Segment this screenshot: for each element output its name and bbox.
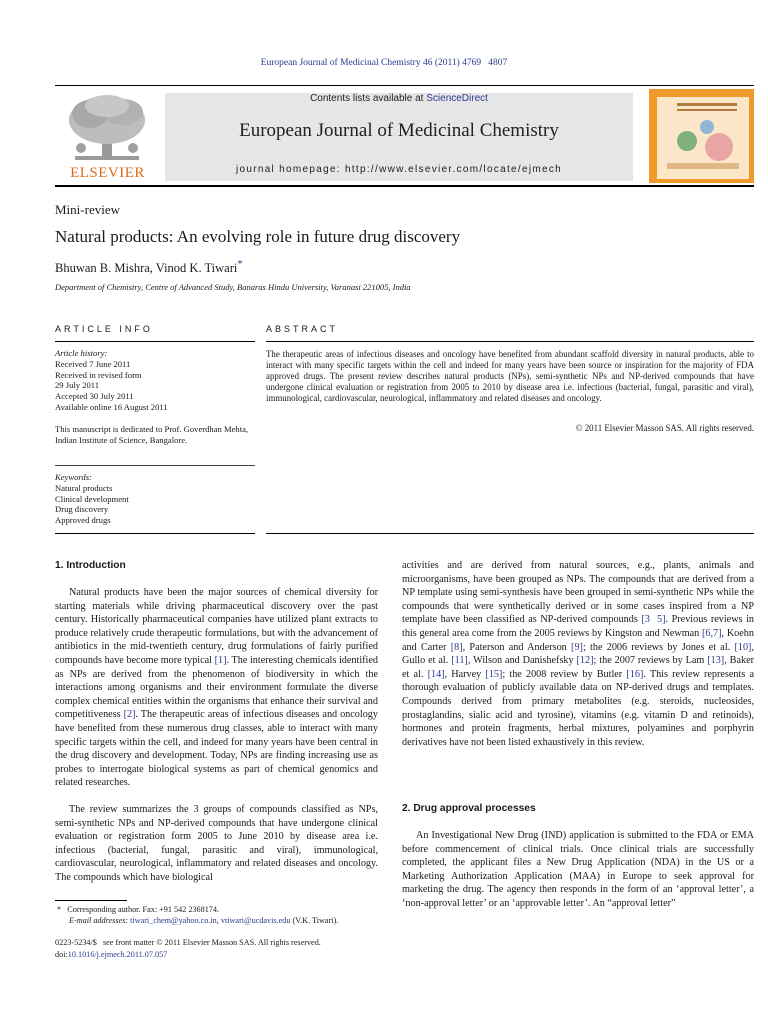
text-run: . The interesting chemicals identified as NPs are derived from the phenomenon of biodiversity in which the interactions among organisms and their environment formulate the diverse complex chemical entities within the organisms that enhance their survival and competitiveness xyxy=(55,654,378,721)
doi-line xyxy=(55,949,385,961)
keyword: Clinical development xyxy=(55,493,129,504)
text-run: , Gullo et al. xyxy=(402,641,754,667)
keyword: Natural products xyxy=(55,482,113,493)
history-item: Received 7 June 2011 xyxy=(55,358,131,369)
text-run: . Previous reviews in this general area come from the 2005 reviews by Kingston and Newman xyxy=(402,614,755,639)
article-type: Mini-review xyxy=(55,202,120,217)
publisher-wordmark: ELSEVIER xyxy=(70,165,145,181)
drug-approval-paragraph: An Investigational New Drug (IND) application is submitted to the FDA or EMA before commencement of clinical trials. Once clinical trials are successfully completed, the applicant files a New Drug Application (NDA) in the US or a Marketing Authorization Application (MAA) in Europe to seek approval for marketing the drug. The agency then responds in the form of an ‘approval letter’, a ‘non-approval letter’ or an ‘approvable letter’. An “approval letter” xyxy=(402,830,754,909)
citation-link[interactable]: [12] xyxy=(576,655,594,667)
text-run: , xyxy=(216,916,221,925)
contents-line xyxy=(165,93,633,104)
doi-prefix: doi: xyxy=(55,949,68,959)
history-item: Accepted 30 July 2011 xyxy=(55,391,134,402)
text-run: , Koehn and Carter xyxy=(402,627,754,653)
history-item: 29 July 2011 xyxy=(55,380,100,391)
article-info-rule xyxy=(55,341,255,342)
author-names: Bhuwan B. Mishra, Vinod K. Tiwari xyxy=(55,261,238,276)
banner-rule-top xyxy=(55,85,754,86)
keywords xyxy=(55,472,255,526)
footnote-corresponding: * Corresponding author. Fax: +91 542 2368174. xyxy=(55,905,220,914)
text-run: activities and are derived from natural sources, e.g., plants, animals and microorganisms, have been grouped as NPs. The compounds that are derived from a NP template using semi-synthesis have been grouped in semi-synthetic NPs while the compounds that were synthetically derived or in some cases inspired from a NP template have been classified as NP-derived compounds xyxy=(402,560,754,626)
issn-line: 0223-5234/$ see front matter © 2011 Elsevier Masson SAS. All rights reserved. xyxy=(55,938,321,947)
citation-link[interactable]: [11] xyxy=(451,655,468,667)
citation-link[interactable]: [15] xyxy=(485,668,503,680)
text-run: . This review represents a thorough evaluation of publicly available data on NP-derived drugs and templates. Compounds derived from primary metabolites (e.g. steroids, nucleosides, prostaglandins, sialic acid and tyrosine), vitamins (e.g. vitamin D and retinoids), hormones and protein fragments, herbal mixtures, polyamines and porphyrin derivatives have not been listed exhaustively in this review. xyxy=(402,668,754,748)
abstract-copyright: © 2011 Elsevier Masson SAS. All rights reserved. xyxy=(575,423,754,433)
front-matter xyxy=(55,937,385,960)
intro-paragraph-1 xyxy=(55,586,378,790)
journal-homepage[interactable]: journal homepage: http://www.elsevier.com/locate/ejmech xyxy=(235,164,563,175)
citation-link[interactable]: [2] xyxy=(123,709,136,721)
dedication: This manuscript is dedicated to Prof. Goverdhan Mehta, Indian Institute of Science, Bangalore. xyxy=(55,424,249,445)
journal-cover-image xyxy=(649,89,754,183)
history-item: Received in revised form xyxy=(55,369,142,380)
contents-prefix: Contents lists available at xyxy=(310,93,427,104)
article-title: Natural products: An evolving role in future drug discovery xyxy=(55,227,461,246)
citation-link[interactable]: [8] xyxy=(450,641,463,653)
email-link[interactable]: vtiwari@ucdavis.edu xyxy=(220,916,291,925)
text-run: , Baker et al. xyxy=(402,655,754,680)
citation-link[interactable]: [16] xyxy=(626,668,644,680)
text-run: ; the 2007 reviews by Lam xyxy=(593,655,708,667)
citation-link[interactable]: [1] xyxy=(214,654,227,666)
history-item: Available online 16 August 2011 xyxy=(55,401,168,412)
abstract-end-rule xyxy=(266,533,754,534)
text-run: ; the 2008 review by Butler xyxy=(502,668,627,680)
keyword: Drug discovery xyxy=(55,504,109,515)
banner-rule-bottom xyxy=(55,185,754,187)
article-info-heading: ARTICLE INFO xyxy=(55,324,153,334)
article-history xyxy=(55,348,255,413)
section-heading-introduction: 1. Introduction xyxy=(55,560,126,571)
doi-link[interactable]: 10.1016/j.ejmech.2011.07.057 xyxy=(67,949,168,959)
text-run: Natural products have been the major sources of chemical diversity for starting materials while driving pharmaceutical discovery over the past century. Historically pharmaceutical companies have utilized plant extracts to produce relatively crude therapeutic formulations, but with the advancement of antibiotics in the mid-twentieth century, drug formulations of fairly purified compounds have become more typical xyxy=(55,587,378,666)
text-run: , Harvey xyxy=(444,668,486,680)
email-link[interactable]: tiwari_chem@yahoo.co.in xyxy=(130,916,217,925)
citation-link[interactable]: [14] xyxy=(427,668,445,680)
email-label: E-mail addresses: xyxy=(69,916,131,925)
footnote xyxy=(55,904,385,926)
authors xyxy=(55,259,243,276)
keywords-rule xyxy=(55,465,255,466)
citation-link[interactable]: [10] xyxy=(734,641,752,653)
text-run: . The therapeutic areas of infectious diseases and oncology have benefited from these numerous drug classes, able to interact with many specific targets within the cell, and indeed for many years have been central in the drug discovery and development. Today, NPs are finding increasing use as probes to interrogate biological systems as part of chemical genomics and related researches. xyxy=(55,709,378,789)
keyword: Approved drugs xyxy=(55,515,111,526)
citation-link[interactable]: [9] xyxy=(571,641,583,653)
citation-link[interactable]: [6,7] xyxy=(702,627,722,639)
abstract-rule xyxy=(266,341,754,342)
citation-link[interactable]: [13] xyxy=(707,655,725,667)
corresponding-author-mark[interactable]: * xyxy=(237,259,243,270)
cover-art-icon xyxy=(657,97,749,179)
affiliation: Department of Chemistry, Centre of Advanced Study, Banaras Hindu University, Varanasi 221005, India xyxy=(55,282,411,292)
section-heading-drug-approval: 2. Drug approval processes xyxy=(402,803,536,814)
footnote-rule xyxy=(55,900,127,901)
intro-paragraph-2: The review summarizes the 3 groups of compounds classified as NPs, semi-synthetic NPs and NP-derived compounds that have undergone clinical evaluation or registration form 2005 to June 2010 by disease area i.e. infectious (bacterial, fungal, parasitic and viral), immunological, cardiovascular, neurological, inflammatory and related diseases and oncology. The compounds which have biological xyxy=(55,804,378,883)
footnote-emails xyxy=(55,915,385,926)
sciencedirect-link[interactable]: ScienceDirect xyxy=(426,93,488,104)
text-run: (V.K. Tiwari). xyxy=(290,916,339,925)
text-run: , Wilson and Danishefsky xyxy=(467,655,577,667)
text-run: , Paterson and Anderson xyxy=(462,641,572,653)
text-run: ; the 2006 reviews by Jones et al. xyxy=(582,641,735,653)
citation-link[interactable]: [3 5] xyxy=(641,614,666,626)
keywords-label: Keywords: xyxy=(55,472,92,482)
intro-continued-paragraph xyxy=(402,559,754,749)
article-info-end-rule xyxy=(55,533,255,534)
journal-citation[interactable]: European Journal of Medicinal Chemistry 46 (2011) 4769 4807 xyxy=(260,58,508,68)
history-label: Article history: xyxy=(55,348,108,358)
journal-title: European Journal of Medicinal Chemistry xyxy=(239,120,559,141)
abstract-heading: ABSTRACT xyxy=(266,324,339,334)
abstract-text: The therapeutic areas of infectious diseases and oncology have benefited from abundant scaffold diversity in natural products, able to interact with many specific targets within the cell and indeed for many years have been source or inspiration for the majority of FDA approved drugs. The present review describes natural products (NPs), semi-synthetic NPs and NP-derived compounds that have undergone clinical evaluation or registration from 2005 to 2010 by disease area i.e. infectious (bacterial, fungal, parasitic and viral), immunological, cardiovascular, neurological, inflammatory and related diseases and oncology. xyxy=(266,349,754,403)
